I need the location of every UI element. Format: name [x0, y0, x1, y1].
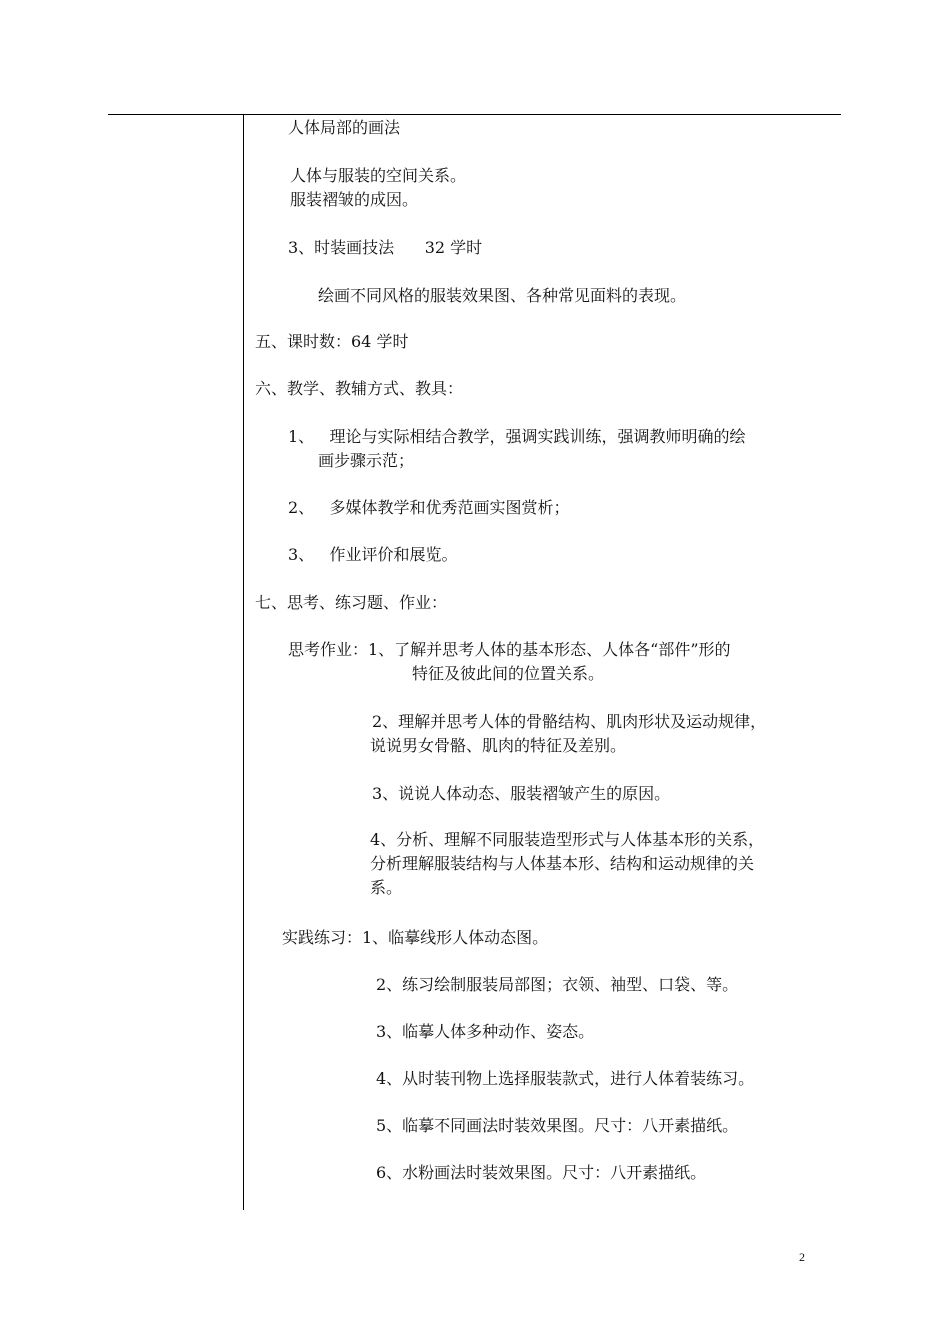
- text-line: 2、理解并思考人体的骨骼结构、肌肉形状及运动规律，: [372, 712, 767, 731]
- table-column-divider: [243, 114, 244, 1210]
- text-line: 画步骤示范；: [318, 451, 415, 470]
- text-line: 2、练习绘制服装局部图；衣领、袖型、口袋、等。: [376, 975, 739, 994]
- text-line: 人体局部的画法: [288, 118, 401, 137]
- text-line: 4、分析、理解不同服装造型形式与人体基本形的关系，: [370, 830, 765, 849]
- text-line: 思考作业：1、了解并思考人体的基本形态、人体各“部件”形的: [288, 640, 731, 659]
- page-number: 2: [799, 1250, 805, 1264]
- text-line: 3、 作业评价和展览。: [288, 545, 458, 564]
- section-heading: 五、课时数：64 学时: [255, 332, 409, 351]
- text-line: 分析理解服装结构与人体基本形、结构和运动规律的关: [370, 854, 755, 873]
- text-line: 3、说说人体动态、服装褶皱产生的原因。: [372, 784, 671, 803]
- text-line: 5、临摹不同画法时装效果图。尺寸：八开素描纸。: [376, 1116, 739, 1135]
- text-line: 绘画不同风格的服装效果图、各种常见面料的表现。: [318, 286, 687, 305]
- text-line: 人体与服装的空间关系。: [290, 166, 467, 185]
- section-heading: 六、教学、教辅方式、教具：: [255, 379, 464, 398]
- text-line: 服装褶皱的成因。: [290, 190, 419, 209]
- text-line: 3、时装画技法 32 学时: [288, 238, 483, 257]
- table-top-border: [108, 114, 841, 115]
- text-line: 特征及彼此间的位置关系。: [412, 664, 605, 683]
- text-line: 3、临摹人体多种动作、姿态。: [376, 1022, 595, 1041]
- text-line: 说说男女骨骼、肌肉的特征及差别。: [370, 736, 627, 755]
- text-line: 实践练习：1、临摹线形人体动态图。: [282, 928, 549, 947]
- text-line: 4、从时装刊物上选择服装款式，进行人体着装练习。: [376, 1069, 755, 1088]
- text-line: 2、 多媒体教学和优秀范画实图赏析；: [288, 498, 570, 517]
- text-line: 1、 理论与实际相结合教学，强调实践训练，强调教师明确的绘: [288, 427, 746, 446]
- text-line: 系。: [370, 878, 403, 897]
- text-line: 6、水粉画法时装效果图。尺寸：八开素描纸。: [376, 1163, 707, 1182]
- section-heading: 七、思考、练习题、作业：: [255, 593, 448, 612]
